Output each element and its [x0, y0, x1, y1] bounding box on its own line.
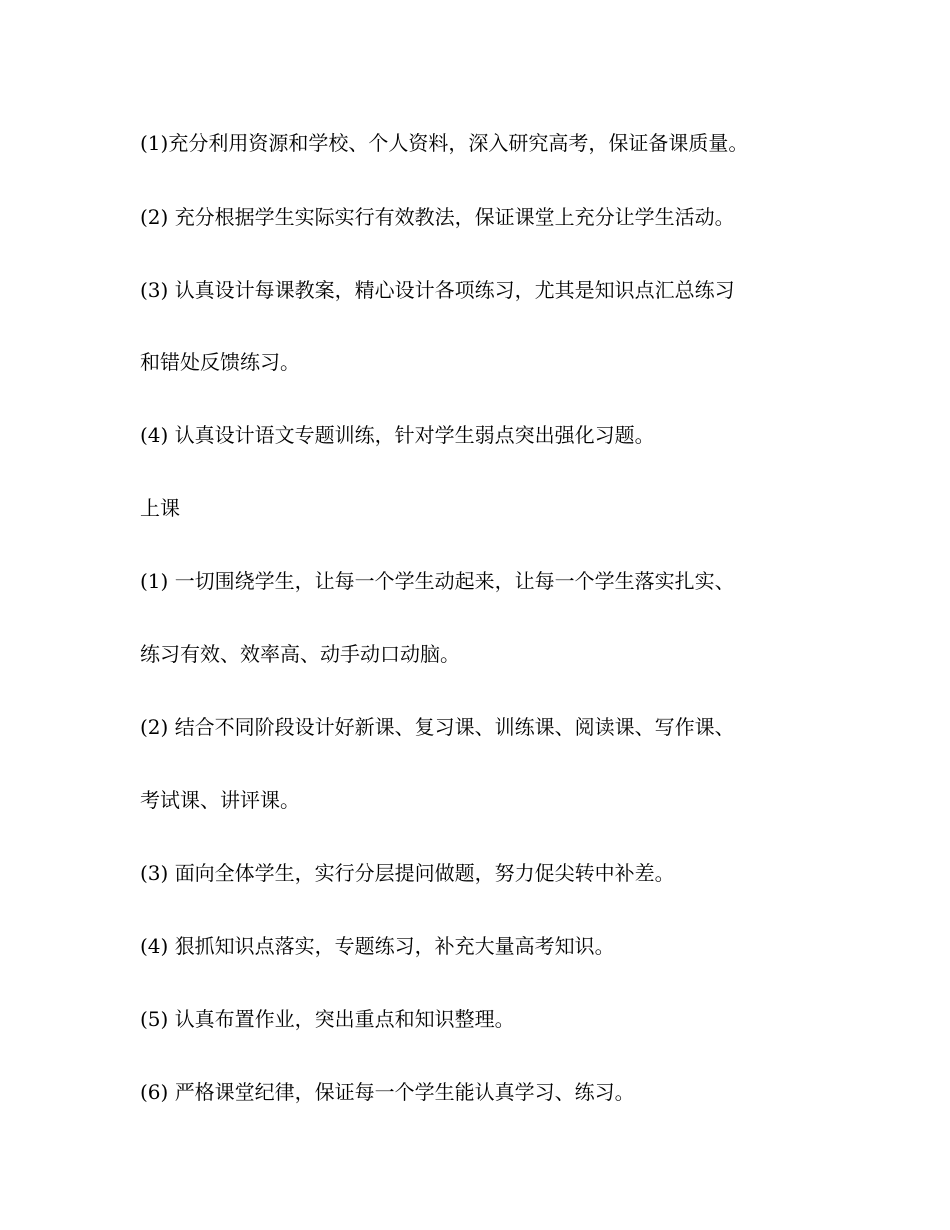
text-line-class-3: (3) 面向全体学生，实行分层提问做题，努力促尖转中补差。 [140, 861, 675, 885]
text-line-prep-1: (1)充分利用资源和学校、个人资料，深入研究高考，保证备课质量。 [140, 131, 749, 155]
section-heading-class: 上课 [140, 496, 180, 520]
text-line-class-1-cont: 练习有效、效率高、动手动口动脑。 [140, 642, 460, 666]
text-line-class-2: (2) 结合不同阶段设计好新课、复习课、训练课、阅读课、写作课、 [140, 715, 735, 739]
text-line-prep-2: (2) 充分根据学生实际实行有效教法，保证课堂上充分让学生活动。 [140, 205, 735, 229]
text-line-class-5: (5) 认真布置作业，突出重点和知识整理。 [140, 1007, 515, 1031]
text-line-class-1: (1) 一切围绕学生，让每一个学生动起来，让每一个学生落实扎实、 [140, 569, 735, 593]
text-line-class-6: (6) 严格课堂纪律，保证每一个学生能认真学习、练习。 [140, 1080, 635, 1104]
text-line-prep-4: (4) 认真设计语文专题训练，针对学生弱点突出强化习题。 [140, 423, 655, 447]
text-line-prep-3-cont: 和错处反馈练习。 [140, 350, 300, 374]
text-line-class-2-cont: 考试课、讲评课。 [140, 788, 300, 812]
text-line-class-4: (4) 狠抓知识点落实，专题练习，补充大量高考知识。 [140, 934, 615, 958]
text-line-prep-3: (3) 认真设计每课教案，精心设计各项练习，尤其是知识点汇总练习 [140, 278, 735, 302]
